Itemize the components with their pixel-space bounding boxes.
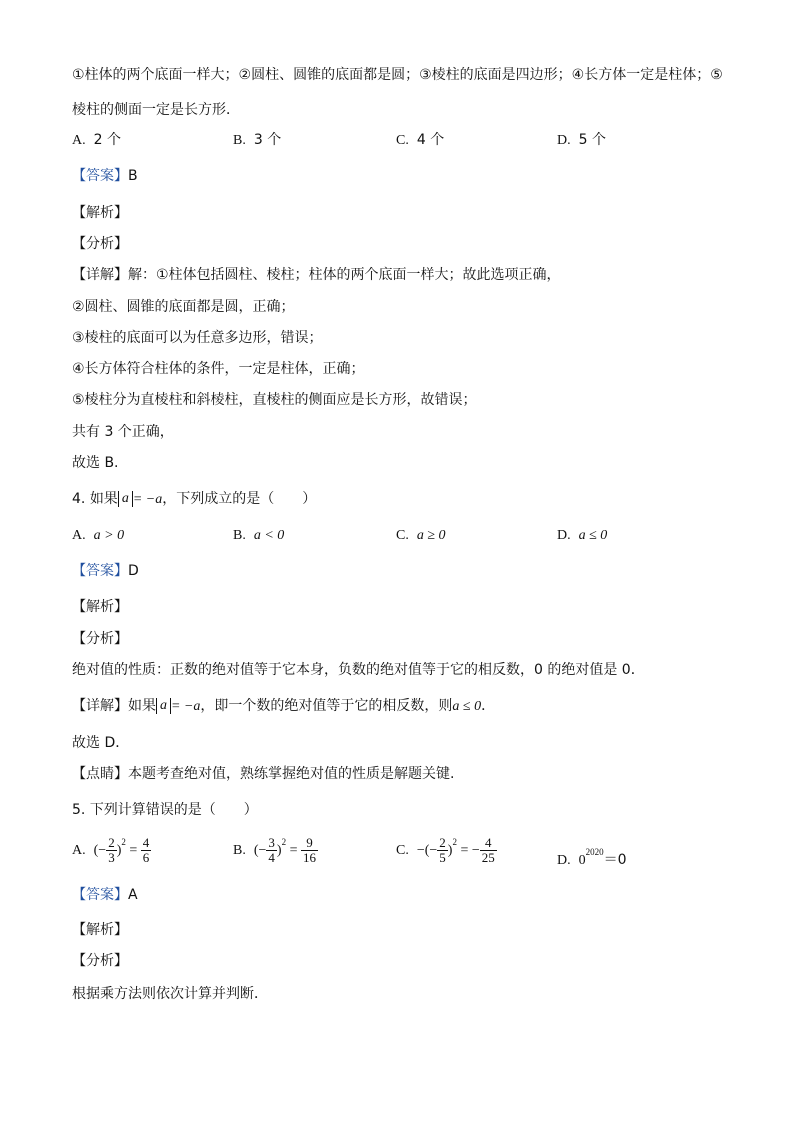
q3-fenxi-heading: 【分析】 <box>72 236 128 252</box>
q4-stem: 4. 如果 a = −a，下列成立的是（ ） <box>72 491 317 507</box>
q5-fenxi-heading: 【分析】 <box>72 953 128 969</box>
q4-abs-value: a <box>118 491 133 507</box>
q3-detail-line-4: ④长方体符合柱体的条件，一定是柱体，正确； <box>72 361 365 377</box>
q3-choose-line: 故选 B. <box>72 455 119 471</box>
q4-option-d: D. a ≤ 0 <box>557 528 608 543</box>
q4-option-a: A. a > 0 <box>72 528 125 543</box>
q3-stem-line-2: 棱柱的侧面一定是长方形． <box>72 102 240 118</box>
q3-detail-line-1: 【详解】解：①柱体包括圆柱、棱柱；柱体的两个底面一样大；故此选项正确， <box>72 267 561 283</box>
q4-property-line: 绝对值的性质：正数的绝对值等于它本身，负数的绝对值等于它的相反数，0 的绝对值是 0． <box>72 662 645 678</box>
q3-option-b: B. 3 个 <box>233 132 282 148</box>
q3-count-line: 共有 3 个正确， <box>72 424 174 440</box>
q4-analysis-heading: 【解析】 <box>72 599 128 615</box>
q4-detail-line: 【详解】如果 a = −a，即一个数的绝对值等于它的相反数，则a ≤ 0． <box>72 698 496 714</box>
q3-detail-line-3: ③棱柱的底面可以为任意多边形，错误； <box>72 330 323 346</box>
q3-option-a: A. 2 个 <box>72 132 121 148</box>
q3-detail-line-2: ②圆柱、圆锥的底面都是圆，正确； <box>72 299 295 315</box>
q3-option-d: D. 5 个 <box>557 132 606 148</box>
q4-detail-abs-value: a <box>156 698 171 714</box>
q4-review-line: 【点睛】本题考查绝对值，熟练掌握绝对值的性质是解题关键. <box>72 766 455 782</box>
q3-stem-line-1: ①柱体的两个底面一样大；②圆柱、圆锥的底面都是圆；③棱柱的底面是四边形；④长方体一定是柱体；⑤ <box>72 67 723 83</box>
q3-option-c: C. 4 个 <box>396 132 445 148</box>
q4-choose-line: 故选 D． <box>72 735 130 751</box>
q4-fenxi-heading: 【分析】 <box>72 631 128 647</box>
q5-option-c: C. −(− $\frac{2}{5}$ )$^2$ = − $\frac{4}{25}$ <box>396 834 495 865</box>
q5-analysis-heading: 【解析】 <box>72 922 128 938</box>
q3-answer: 【答案】B <box>72 168 138 184</box>
q5-stem: 5. 下列计算错误的是（ ） <box>72 802 258 818</box>
q4-answer: 【答案】D <box>72 563 139 579</box>
q3-analysis-heading: 【解析】 <box>72 205 128 221</box>
q5-option-b: B. (− $\frac{3}{4}$ )$^2$ = $\frac{9}{16}$ <box>233 834 316 865</box>
q5-method-line: 根据乘方法则依次计算并判断． <box>72 986 268 1002</box>
q4-option-c: C. a ≥ 0 <box>396 528 446 543</box>
q5-option-a: A. (− $\frac{2}{3}$ )$^2$ = $\frac{4}{6}$ <box>72 834 150 865</box>
q4-option-b: B. a < 0 <box>233 528 285 543</box>
q3-detail-line-5: ⑤棱柱分为直棱柱和斜棱柱，直棱柱的侧面应是长方形，故错误； <box>72 392 477 408</box>
q5-option-d: D. $0^{2020}=0$ <box>557 847 627 868</box>
q5-answer: 【答案】A <box>72 887 138 903</box>
